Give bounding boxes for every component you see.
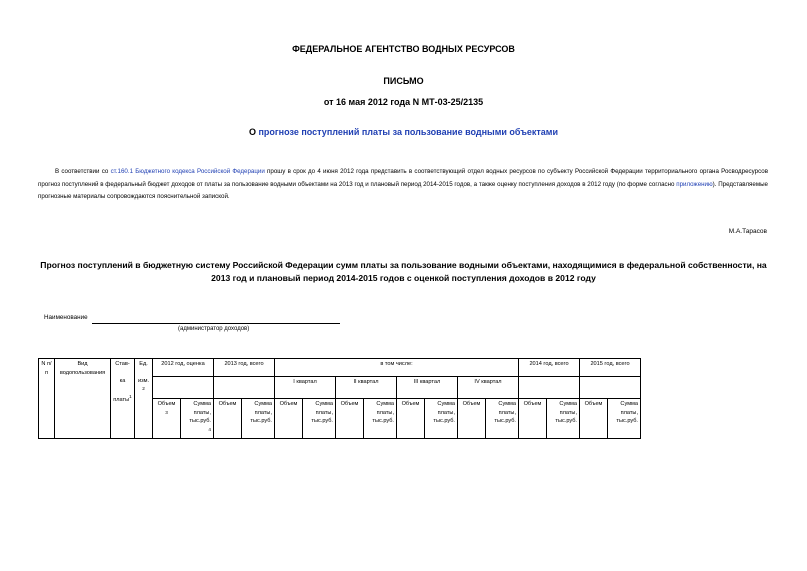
sum-line-3: тыс.руб. [311,418,333,424]
col-volume: Объем [580,399,608,439]
sum-line-1: Сумма [559,401,577,407]
col-2013: 2013 год, всего [214,359,275,377]
col-q4: IV квартал [458,377,519,399]
col-volume: Объем [275,399,303,439]
sum-line-2: платы, [437,409,455,416]
sum-line-2: платы, [254,409,272,416]
col-unit [135,359,153,439]
col-sum [608,399,641,439]
document-subject [0,127,807,137]
sum-line-2: платы, [193,409,211,416]
sum-line-1: Сумма [498,401,516,407]
sum-line-2: платы, [315,409,333,416]
col-sum [425,399,458,439]
col-sum [364,399,397,439]
col-rate-line-2: ка [119,377,126,384]
sum-line-1: Сумма [254,401,272,407]
cell-empty [214,377,275,399]
sum-line-2: платы, [559,409,577,416]
col-rate [111,359,135,439]
appendix-link[interactable]: приложению [676,180,713,188]
col-rate-line-1: Став- [115,361,130,367]
body-text-1: В соответствии со [55,168,111,175]
col-usage-type: Вид водопользования [55,359,111,439]
col-rate-line-3: платы [113,396,130,403]
table-header-row-1 [39,359,641,377]
col-number: N п/п [39,359,55,439]
sum-line-1: Сумма [315,401,333,407]
document-type: ПИСЬМО [383,76,424,86]
sum-line-2: платы, [376,409,394,416]
col-volume: Объем [458,399,486,439]
subject-link[interactable]: прогнозе поступлений платы за пользование водными объектами [258,127,559,137]
col-2014: 2014 год, всего [519,359,580,377]
col-sum [181,399,214,439]
forecast-table [38,358,641,439]
volume-label: Объем [157,401,176,407]
form-title: Прогноз поступлений в бюджетную систему Российской Федерации сумм платы за пользование водными объектами, находящимися в федеральной собственности, на 2013 год и плановый период 2014-2015 годов с оценкой поступления доходов в 2012 году [40,260,767,283]
footnote-2: 2 [142,386,145,391]
sum-line-3: тыс.руб. [189,418,211,424]
col-sum [486,399,519,439]
sum-line-3: тыс.руб. [433,418,455,424]
footnote-4: 4 [208,426,211,432]
document-date-number: от 16 мая 2012 года N МТ-03-25/2135 [323,97,484,107]
cell-empty [519,377,580,399]
col-volume: Объем [519,399,547,439]
col-including: в том числе: [275,359,519,377]
col-2015: 2015 год, всего [580,359,641,377]
body-text-2: прошу в срок до 4 июня 2012 года представить в соответствующий отдел водных ресурсов по субъекту Российской Федерации территориального органа Росводресурсов прогноз поступлений в федеральный бюджет доходов от платы за пользование водными объектами на 2013 год и плановый период 2014-2015 годов, а также оценку поступления доходов в 2012 году (по форме согласно [38,168,768,188]
admin-label: (администратор доходов) [178,326,250,332]
col-2012: 2012 год, оценка [153,359,214,377]
col-volume: Объем [336,399,364,439]
signature: М.А.Тарасов [728,228,767,235]
col-unit-line-2: изм. [137,377,150,384]
footnote-3: 3 [165,409,168,415]
subject-prefix: О [248,127,259,137]
budget-code-link[interactable]: ст.160.1 Бюджетного кодекса Российской Федерации [110,168,265,175]
col-q3: III квартал [397,377,458,399]
sum-line-1: Сумма [193,401,211,407]
col-volume: Объем [397,399,425,439]
sum-line-1: Сумма [437,401,455,407]
sum-line-1: Сумма [376,401,394,407]
agency-name: ФЕДЕРАЛЬНОЕ АГЕНТСТВО ВОДНЫХ РЕСУРСОВ [292,44,515,54]
sum-line-3: тыс.руб. [616,418,638,424]
col-unit-line-1: Ед. [139,361,148,367]
cell-empty [580,377,641,399]
letter-body [38,166,768,204]
col-q1: I квартал [275,377,336,399]
name-label: Наименование [44,314,88,321]
col-volume [153,399,181,439]
col-volume: Объем [214,399,242,439]
sum-line-1: Сумма [620,401,638,407]
sum-line-3: тыс.руб. [494,418,516,424]
body-text-3: ). Представляемые прогнозные материалы сопровождаются пояснительной запиской. [38,180,768,201]
sum-line-3: тыс.руб. [372,418,394,424]
sum-line-3: тыс.руб. [555,418,577,424]
sum-line-2: платы, [620,409,638,416]
footnote-1: 1 [129,394,132,399]
sum-line-2: платы, [498,409,516,416]
col-sum [242,399,275,439]
col-sum [303,399,336,439]
cell-empty [153,377,214,399]
col-sum [547,399,580,439]
sum-line-3: тыс.руб. [250,418,272,424]
col-q2: II квартал [336,377,397,399]
name-field-line [92,323,340,324]
